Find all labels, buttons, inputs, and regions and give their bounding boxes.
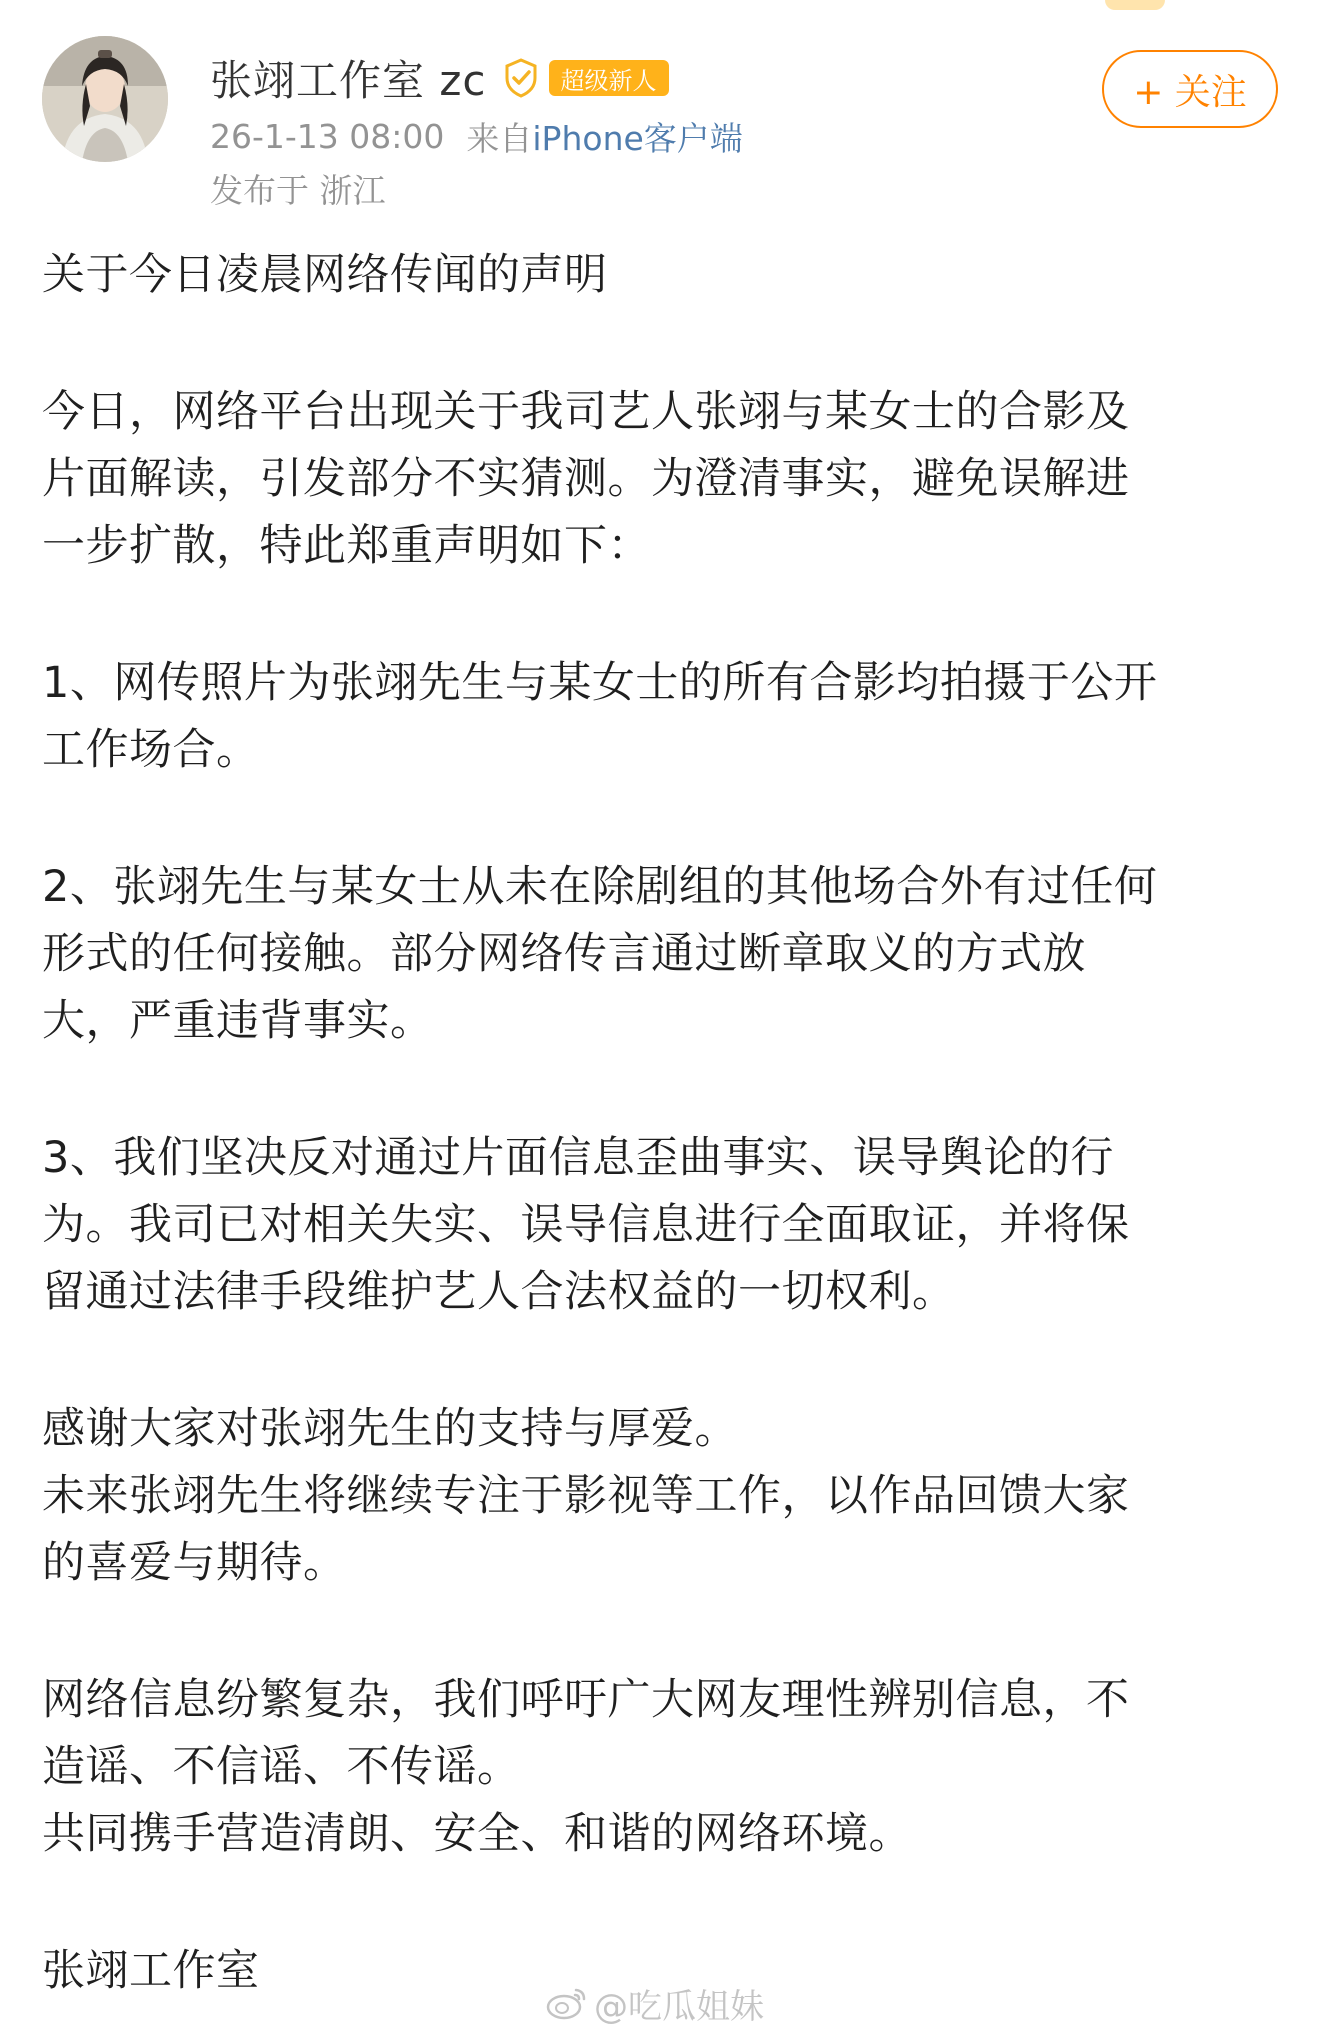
super-newcomer-badge: 超级新人 xyxy=(549,60,669,96)
statement-thanks: 感谢大家对张翊先生的支持与厚爱。 未来张翊先生将继续专注于影视等工作，以作品回馈大家 的喜爱与期待。 xyxy=(42,1404,1130,1588)
statement-appeal: 网络信息纷繁复杂，我们呼吁广大网友理性辨别信息，不 造谣、不信谣、不传谣。 共同携手营造清朗、安全、和谐的网络环境。 xyxy=(42,1675,1130,1859)
post-location: 发布于 浙江 xyxy=(210,170,386,210)
corner-decoration xyxy=(1105,0,1165,10)
statement-point-3: 3、我们坚决反对通过片面信息歪曲事实、误导舆论的行 为。我司已对相关失实、误导信息进行全面取证，并将保 留通过法律手段维护艺人合法权益的一切权利。 xyxy=(42,1133,1130,1317)
statement-point-2: 2、张翊先生与某女士从未在除剧组的其他场合外有过任何 形式的任何接触。部分网络传言通过断章取义的方式放 大，严重违背事实。 xyxy=(42,862,1158,1046)
watermark-text: @吃瓜姐妹 xyxy=(594,1986,764,2027)
follow-button[interactable]: + 关注 xyxy=(1102,50,1278,128)
watermark xyxy=(546,1978,764,2028)
paragraph-gap xyxy=(42,1868,1278,1938)
name-row xyxy=(210,48,669,108)
weibo-logo-icon xyxy=(546,1986,588,2020)
statement-signature: 张翊工作室 xyxy=(42,1946,260,1996)
statement-title: 关于今日凌晨网络传闻的声明 xyxy=(42,250,608,300)
verified-icon xyxy=(501,58,541,98)
post-timestamp: 26-1-13 08:00 xyxy=(210,116,445,156)
source-client-link[interactable]: iPhone客户端 xyxy=(532,118,743,158)
statement-point-1: 1、网传照片为张翊先生与某女士的所有合影均拍摄于公开 工作场合。 xyxy=(42,658,1158,775)
avatar[interactable] xyxy=(42,36,168,162)
account-name[interactable]: 张翊工作室 zc xyxy=(210,56,487,105)
source-prefix: 来自 xyxy=(466,118,533,158)
paragraph-gap xyxy=(42,580,1278,650)
statement-intro: 今日，网络平台出现关于我司艺人张翊与某女士的合影及 片面解读，引发部分不实猜测。为澄清事实，避免误解进 一步扩散，特此郑重声明如下： xyxy=(42,387,1130,571)
post-meta xyxy=(210,114,743,158)
paragraph-gap xyxy=(42,1055,1278,1125)
post-content xyxy=(42,242,1278,2005)
paragraph-gap xyxy=(42,1597,1278,1667)
paragraph-gap xyxy=(42,1326,1278,1396)
post-header xyxy=(42,36,1278,216)
paragraph-gap xyxy=(42,309,1278,379)
paragraph-gap xyxy=(42,784,1278,854)
